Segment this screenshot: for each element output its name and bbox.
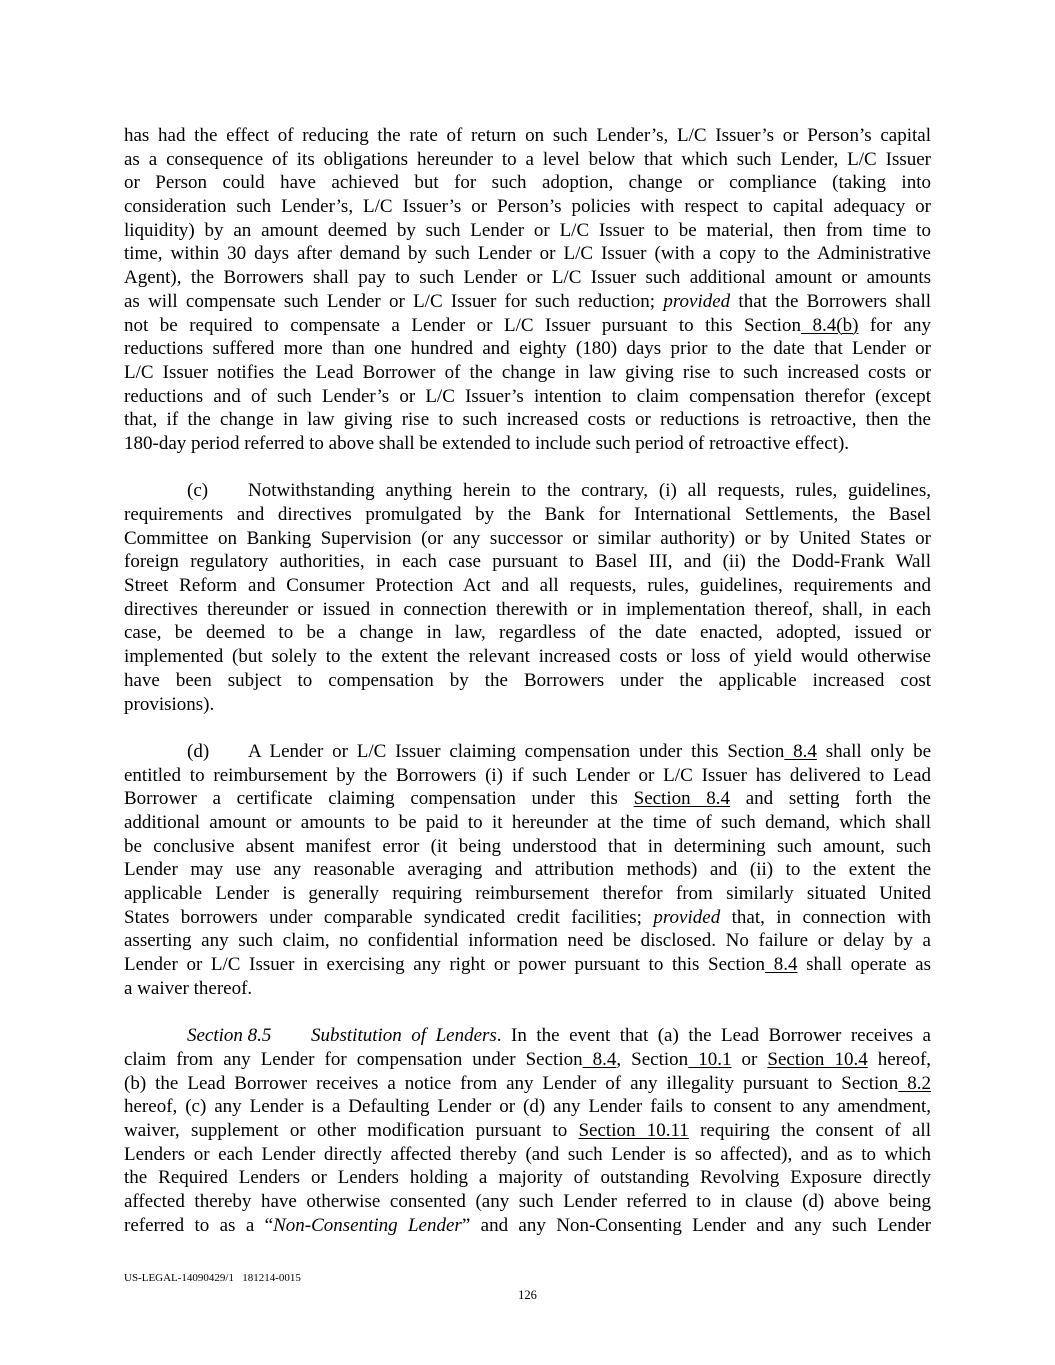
- text-line: [124, 1166, 931, 1190]
- text-line: [124, 337, 931, 361]
- text-run: be conclusive absent manifest error (it being understood that in determining such amount, such: [124, 835, 931, 857]
- text-run: requiring the consent of all: [688, 1119, 931, 1141]
- text-run: 180-day period referred to above shall be extended to include such period of retroactive effect).: [124, 432, 850, 454]
- italic-text: Non-Consenting Lender: [273, 1214, 462, 1236]
- text-line: [124, 385, 931, 409]
- text-line: [124, 621, 931, 645]
- text-run: Lenders or each Lender directly affected thereby (and such Lender is so affected), and as to which: [124, 1143, 931, 1165]
- section-reference: 8.4: [784, 740, 817, 762]
- text-run: liquidity) by an amount deemed by such Lender or L/C Issuer to be material, then from time to: [124, 219, 931, 241]
- text-run: Lender may use any reasonable averaging and attribution methods) and (ii) to the extent the: [124, 859, 931, 881]
- text-run: that, if the change in law giving rise to such increased costs or reductions is retroactive, then the: [124, 409, 931, 431]
- text-run: A Lender or L/C Issuer claiming compensation under this Section: [248, 740, 785, 762]
- text-run: ” and any Non-Consenting Lender and any such Lender: [461, 1214, 931, 1236]
- text-run: States borrowers under comparable syndicated credit facilities;: [124, 906, 654, 928]
- text-line: [124, 1190, 931, 1214]
- text-line: [124, 740, 931, 764]
- text-line: [124, 550, 931, 574]
- text-run: hereof,: [867, 1048, 932, 1070]
- text-line: [124, 314, 931, 338]
- text-run: referred to as a “: [124, 1214, 274, 1236]
- text-line: [124, 503, 931, 527]
- text-line: [124, 290, 931, 314]
- text-run: for any: [858, 314, 932, 336]
- text-run: Committee on Banking Supervision (or any successor or similar authority) or by United States or: [124, 527, 931, 549]
- text-run: not be required to compensate a Lender or L/C Issuer pursuant to this Section: [124, 314, 802, 336]
- text-run: applicable Lender is generally requiring reimbursement therefor from similarly situated United: [124, 883, 931, 904]
- text-run: consideration such Lender’s, L/C Issuer’s or Person’s policies with respect to capital adequacy or: [124, 196, 931, 218]
- text-line: [124, 645, 931, 669]
- paragraph: [124, 1024, 931, 1237]
- text-line: [124, 1214, 931, 1238]
- text-line: [124, 764, 931, 788]
- text-run: asserting any such claim, no confidential information need be disclosed. No failure or delay by a: [124, 930, 931, 952]
- text-run: entitled to reimbursement by the Borrowers (i) if such Lender or L/C Issuer has delivered to Lead: [124, 764, 931, 786]
- text-line: [124, 977, 931, 1001]
- text-run: time, within 30 days after demand by such Lender or L/C Issuer (with a copy to the Administrative: [124, 243, 931, 265]
- text-line: [124, 408, 931, 432]
- text-run: Street Reform and Consumer Protection Act and all requests, rules, guidelines, requirements and: [124, 575, 931, 597]
- text-run: reductions suffered more than one hundred and eighty (180) days prior to the date that Lender or: [124, 338, 931, 360]
- section-reference: 10.1: [688, 1048, 732, 1070]
- text-run: reductions and of such Lender’s or L/C Issuer’s intention to claim compensation therefor (except: [124, 385, 931, 407]
- text-run: claim from any Lender for compensation under Section: [124, 1048, 583, 1070]
- text-run: hereof, (c) any Lender is a Defaulting Lender or (d) any Lender fails to consent to any amendment,: [124, 1096, 931, 1118]
- text-run: the Required Lenders or Lenders holding a majority of outstanding Revolving Exposure directly: [124, 1167, 931, 1189]
- text-run: that the Borrowers shall: [730, 290, 931, 312]
- text-line: [124, 266, 931, 290]
- text-line: [124, 1048, 931, 1072]
- text-run: requirements and directives promulgated by the Bank for International Settlements, the Basel: [124, 504, 931, 525]
- text-line: [124, 1024, 931, 1048]
- text-line: [124, 693, 931, 717]
- paragraph: [124, 740, 931, 1001]
- paragraph-label: (c): [187, 480, 209, 502]
- text-run: affected thereby have otherwise consented (any such Lender referred to in clause (d) above being: [124, 1190, 931, 1212]
- italic-text: Substitution of Lenders: [311, 1025, 497, 1047]
- document-body: [124, 124, 931, 1261]
- section-reference: 8.2: [898, 1072, 932, 1094]
- text-line: [124, 148, 931, 172]
- text-run: has had the effect of reducing the rate of return on such Lender’s, L/C Issuer’s or Person’s capital: [124, 125, 931, 146]
- text-run: Notwithstanding anything herein to the contrary, (i) all requests, rules, guidelines,: [248, 480, 931, 502]
- text-run: as will compensate such Lender or L/C Issuer for such reduction;: [124, 290, 664, 312]
- text-run: have been subject to compensation by the Borrowers under the applicable increased cost: [124, 669, 931, 691]
- section-reference: 8.4(b): [801, 314, 859, 336]
- text-line: [124, 787, 931, 811]
- text-line: [124, 432, 931, 456]
- text-line: [124, 527, 931, 551]
- text-run: Lender or L/C Issuer in exercising any right or power pursuant to this Section: [124, 954, 766, 976]
- paragraph-label: Section 8.5: [187, 1025, 272, 1047]
- text-line: [124, 906, 931, 930]
- text-line: [124, 1095, 931, 1119]
- text-run: L/C Issuer notifies the Lead Borrower of the change in law giving rise to such increased costs or: [124, 361, 931, 383]
- document-id-footer: US-LEGAL-14090429/1 181214-0015: [124, 1272, 301, 1284]
- text-line: [124, 882, 931, 906]
- text-run: and setting forth the: [730, 788, 931, 810]
- italic-text: provided: [653, 906, 721, 928]
- text-run: or: [731, 1048, 768, 1070]
- section-reference: Section 10.11: [578, 1119, 689, 1141]
- text-run: case, be deemed to be a change in law, regardless of the date enacted, adopted, issued or: [124, 622, 931, 644]
- section-reference: Section 10.4: [767, 1048, 868, 1070]
- section-reference: 8.4: [765, 954, 798, 976]
- text-line: [124, 171, 931, 195]
- text-run: provisions).: [124, 693, 215, 715]
- text-line: [124, 124, 931, 148]
- paragraph-label: (d): [187, 740, 210, 762]
- text-run: Borrower a certificate claiming compensation under this: [124, 788, 634, 810]
- text-run: shall only be: [816, 740, 932, 762]
- text-line: [124, 811, 931, 835]
- text-run: Agent), the Borrowers shall pay to such Lender or L/C Issuer such additional amount or amounts: [124, 267, 931, 289]
- text-line: [124, 669, 931, 693]
- page-number: 126: [518, 1288, 537, 1302]
- text-line: [124, 929, 931, 953]
- text-run: a waiver thereof.: [124, 977, 253, 999]
- text-run: as a consequence of its obligations hereunder to a level below that which such Lender, L/C Issuer: [124, 148, 931, 170]
- text-run: (b) the Lead Borrower receives a notice from any Lender of any illegality pursuant to Section: [124, 1072, 899, 1094]
- text-run: that, in connection with: [720, 906, 931, 928]
- text-line: [124, 858, 931, 882]
- text-line: [124, 219, 931, 243]
- text-run: foreign regulatory authorities, in each case pursuant to Basel III, and (ii) the Dodd-Frank Wall: [124, 551, 931, 573]
- text-run: shall operate as: [797, 954, 932, 976]
- text-line: [124, 195, 931, 219]
- text-line: [124, 242, 931, 266]
- text-run: directives thereunder or issued in connection therewith or in implementation thereof, shall, in each: [124, 598, 931, 620]
- text-line: [124, 1072, 931, 1096]
- italic-text: provided: [663, 290, 731, 312]
- text-line: [124, 1143, 931, 1167]
- paragraph: [124, 479, 931, 716]
- text-line: [124, 953, 931, 977]
- section-reference: Section 8.4: [633, 788, 731, 810]
- text-run: . In the event that (a) the Lead Borrower receives a: [496, 1025, 931, 1047]
- text-line: [124, 598, 931, 622]
- text-run: implemented (but solely to the extent the relevant increased costs or loss of yield would otherwise: [124, 646, 931, 668]
- text-line: [124, 1119, 931, 1143]
- text-line: [124, 835, 931, 859]
- text-run: , Section: [616, 1048, 689, 1070]
- text-line: [124, 479, 931, 503]
- text-run: waiver, supplement or other modification pursuant to: [124, 1119, 579, 1141]
- text-line: [124, 574, 931, 598]
- section-reference: 8.4: [582, 1048, 617, 1070]
- text-line: [124, 361, 931, 385]
- paragraph: [124, 124, 931, 456]
- text-run: additional amount or amounts to be paid to it hereunder at the time of such demand, which shall: [124, 811, 931, 833]
- text-run: or Person could have achieved but for such adoption, change or compliance (taking into: [124, 172, 931, 194]
